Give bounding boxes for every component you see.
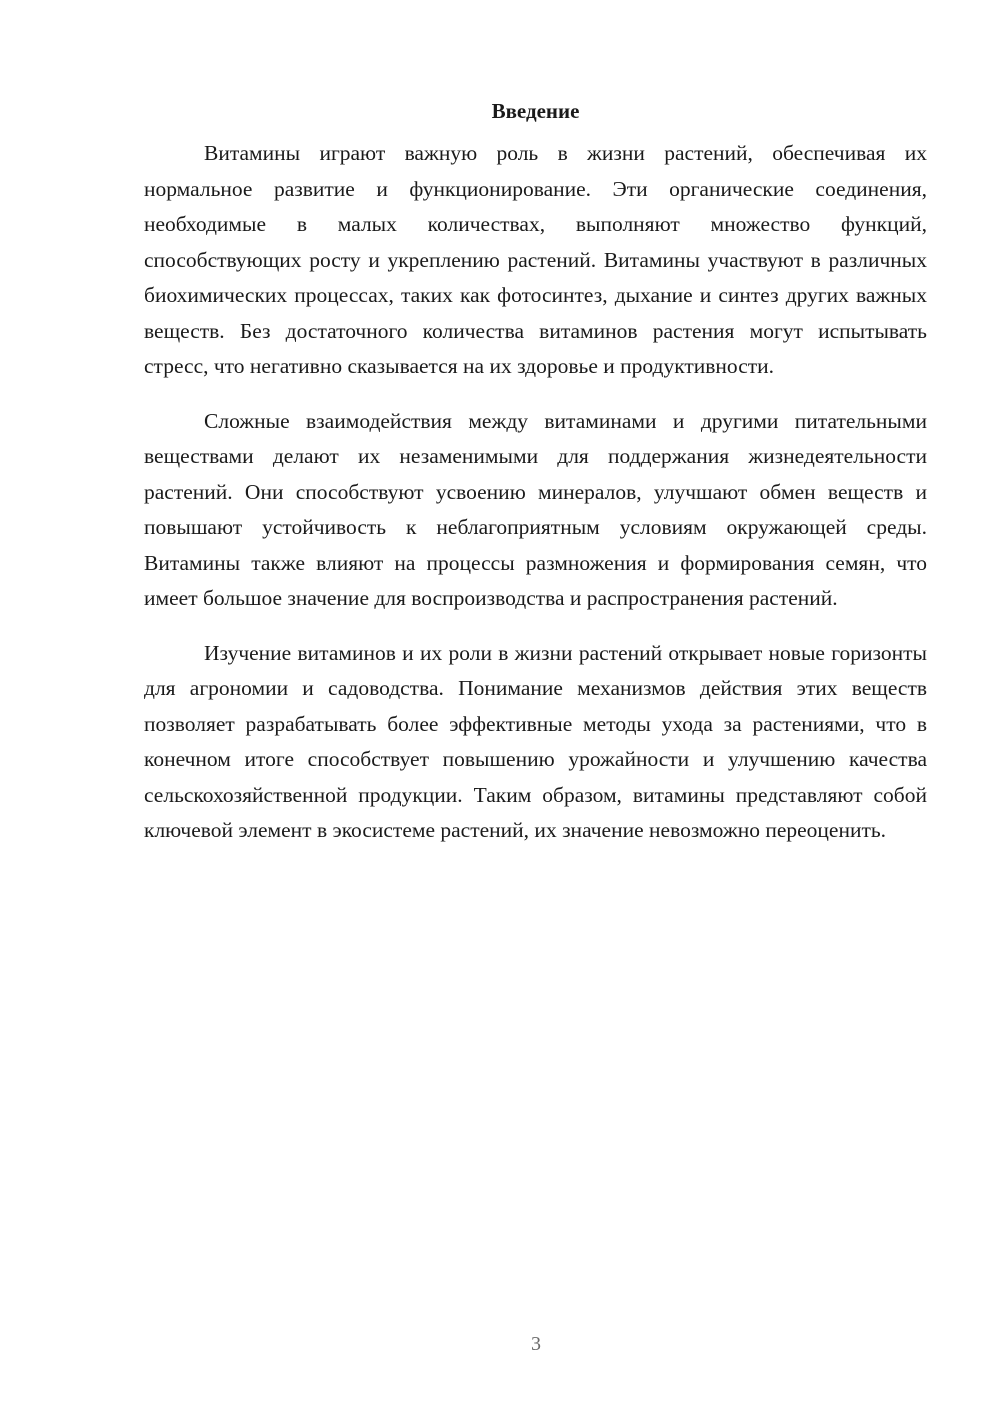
page-number: 3	[531, 1333, 541, 1355]
page-title: Введение	[491, 99, 580, 123]
paragraph-2: Сложные взаимодействия между витаминами и другими питательными веществами делают их незаменимыми для поддержания жизнедеятельности растений. Они способствуют усвоению минералов, улучшают обмен веществ и повышают устойчивость к неблагоприятным условиям окружающей среды. Витамины также влияют на процессы размножения и формирования семян, что имеет большое значение для воспроизводства и распространения растений.	[144, 408, 927, 610]
page-content	[144, 96, 927, 868]
paragraph-3: Изучение витаминов и их роли в жизни растений открывает новые горизонты для агрономии и садоводства. Понимание механизмов действия этих веществ позволяет разрабатывать более эффективные методы ухода за растениями, что в конечном итоге способствует повышению урожайности и улучшению качества сельскохозяйственной продукции. Таким образом, витамины представляют собой ключевой элемент в экосистеме растений, их значение невозможно переоценить.	[144, 640, 927, 842]
paragraph-1: Витамины играют важную роль в жизни растений, обеспечивая их нормальное развитие и функционирование. Эти органические соединения, необходимые в малых количествах, выполняют множество функций, способствующих росту и укреплению растений. Витамины участвуют в различных биохимических процессах, таких как фотосинтез, дыхание и синтез других важных веществ. Без достаточного количества витаминов растения могут испытывать стресс, что негативно сказывается на их здоровье и продуктивности.	[144, 141, 927, 378]
